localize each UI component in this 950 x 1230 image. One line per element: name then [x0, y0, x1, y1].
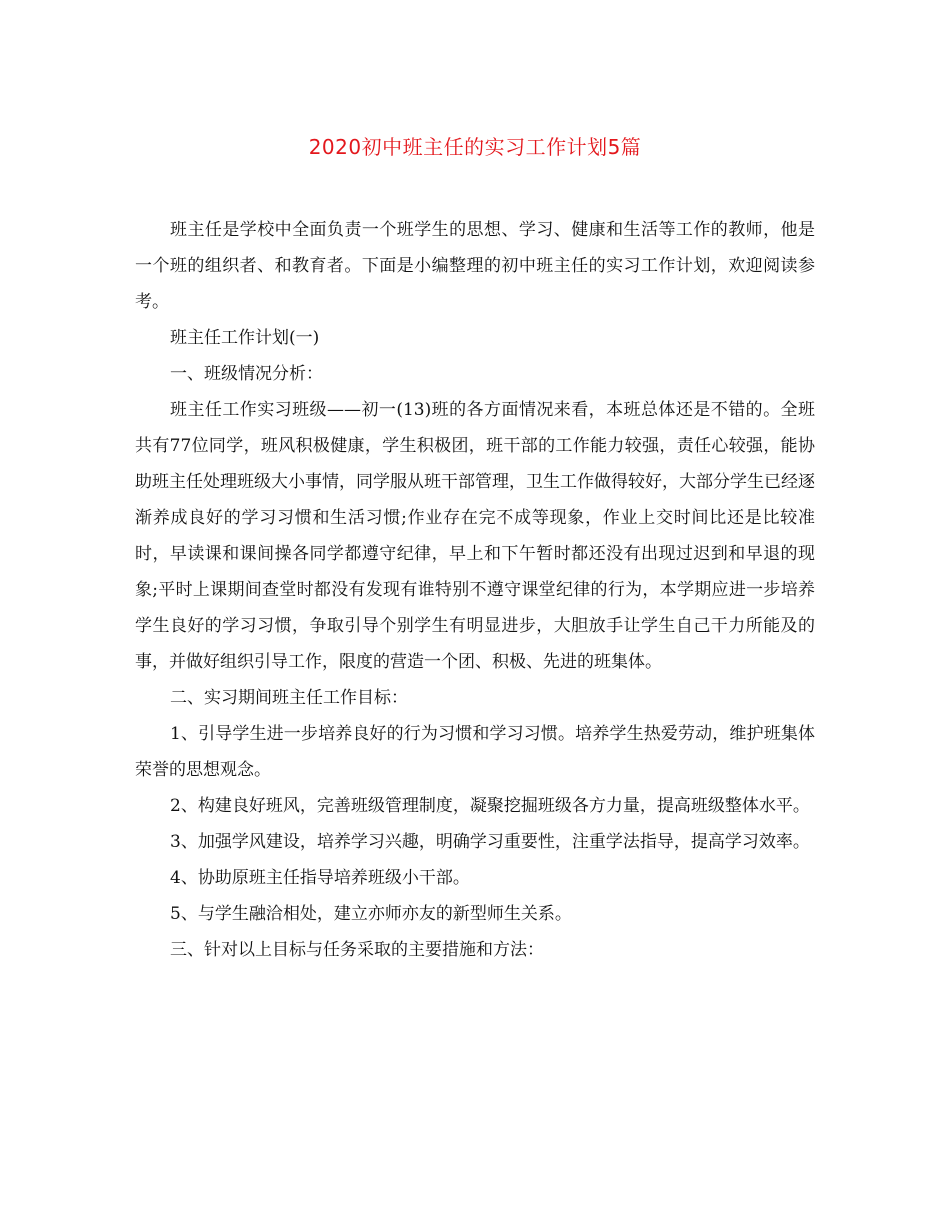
section-heading-class-analysis: 一、班级情况分析： — [170, 364, 323, 384]
document-body — [135, 212, 815, 968]
section-heading-measures: 三、针对以上目标与任务采取的主要措施和方法： — [170, 940, 544, 960]
intro-paragraph: 班主任是学校中全面负责一个班学生的思想、学习、健康和生活等工作的教师，他是一个班的组织者、和教育者。下面是小编整理的初中班主任的实习工作计划，欢迎阅读参考。 — [135, 220, 815, 312]
goal-item-3: 3、加强学风建设，培养学习兴趣，明确学习重要性，注重学法指导，提高学习效率。 — [170, 832, 810, 852]
section-heading-plan-one: 班主任工作计划(一) — [170, 328, 320, 348]
goal-item-5: 5、与学生融洽相处，建立亦师亦友的新型师生关系。 — [170, 904, 572, 924]
section-heading-goals: 二、实习期间班主任工作目标： — [170, 688, 408, 708]
goal-item-4: 4、协助原班主任指导培养班级小干部。 — [170, 868, 470, 888]
class-analysis-paragraph: 班主任工作实习班级——初一(13)班的各方面情况来看，本班总体还是不错的。全班共有77位同学，班风积极健康，学生积极团，班干部的工作能力较强，责任心较强，能协助班主任处理班级大小事情，同学服从班干部管理，卫生工作做得较好，大部分学生已经逐渐养成良好的学习习惯和生活习惯;作业存在完不成等现象，作业上交时间比还是比较准时，早读课和课间操各同学都遵守纪律，早上和下午暂时都还没有出现过迟到和早退的现象;平时上课期间查堂时都没有发现有谁特别不遵守课堂纪律的行为，本学期应进一步培养学生良好的学习习惯，争取引导个别学生有明显进步，大胆放手让学生自己干力所能及的事，并做好组织引导工作，限度的营造一个团、积极、先进的班集体。 — [135, 400, 815, 672]
goal-item-2: 2、构建良好班风，完善班级管理制度，凝聚挖掘班级各方力量，提高班级整体水平。 — [170, 796, 810, 816]
document-title: 2020初中班主任的实习工作计划5篇 — [308, 135, 642, 159]
goal-item-1: 1、引导学生进一步培养良好的行为习惯和学习习惯。培养学生热爱劳动，维护班集体荣誉的思想观念。 — [135, 724, 815, 780]
